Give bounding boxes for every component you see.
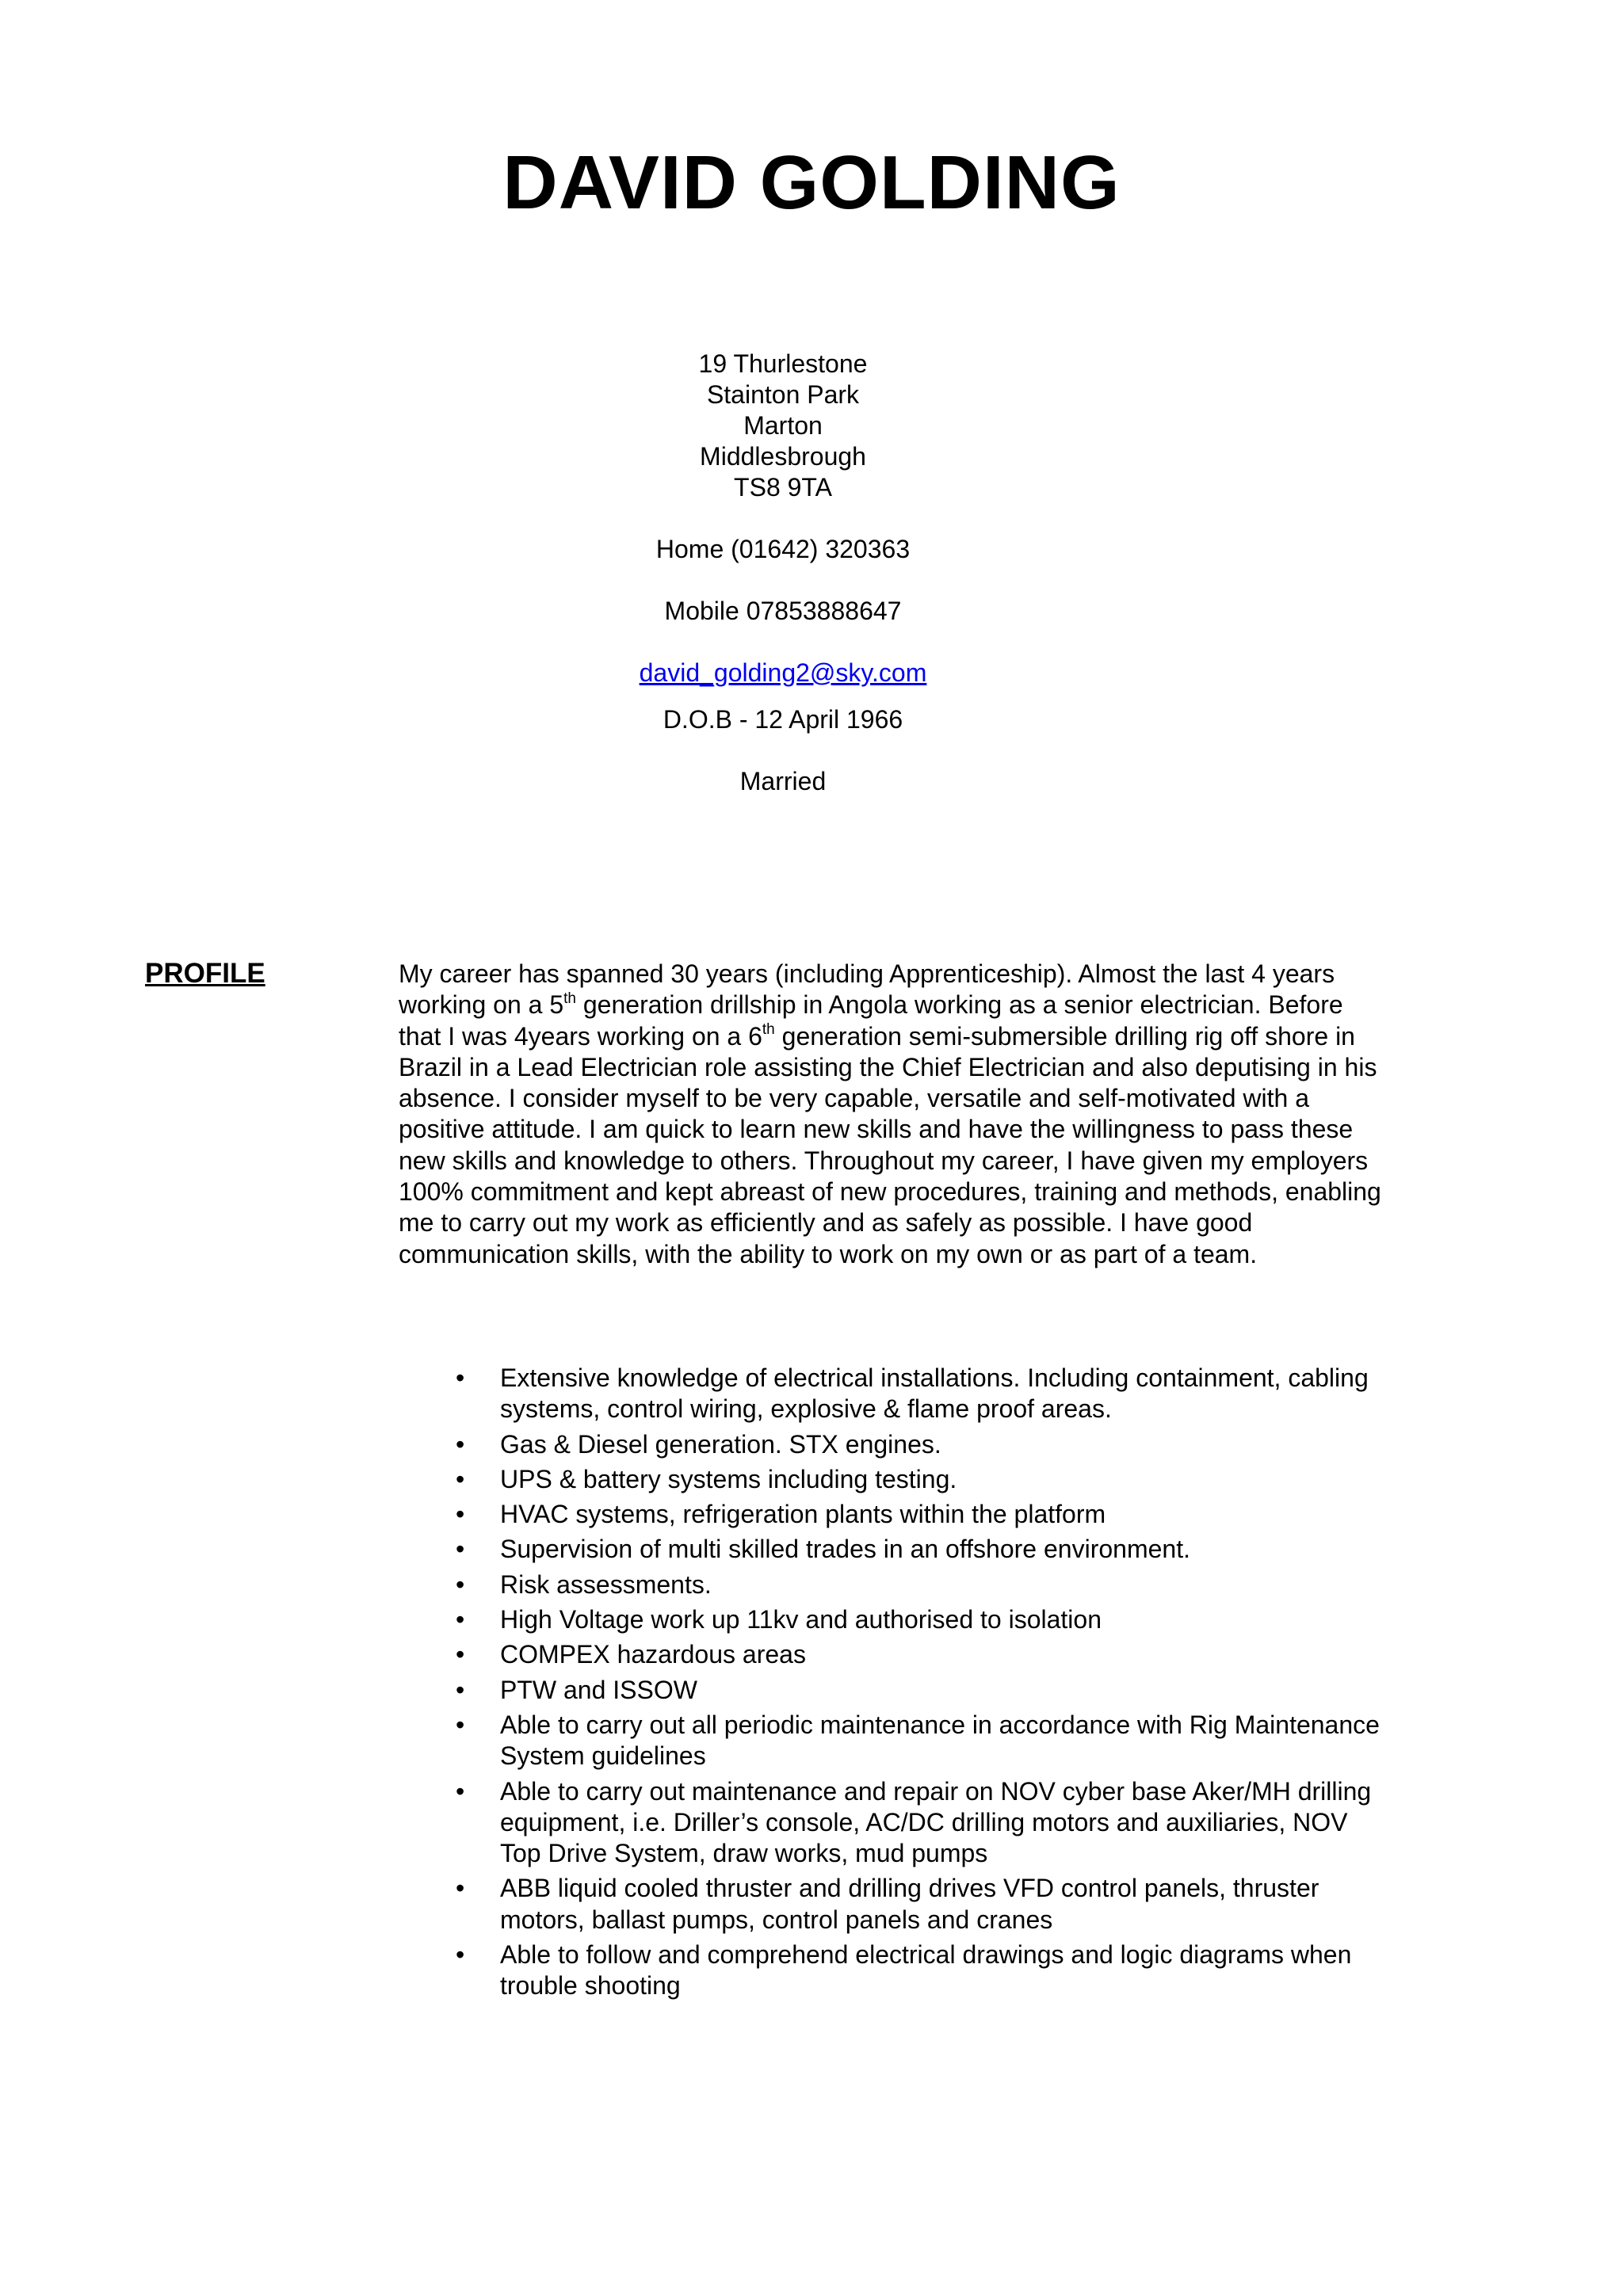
ordinal-suffix-1: th	[563, 990, 576, 1007]
email-link[interactable]: david_golding2@sky.com	[639, 658, 927, 687]
contact-block	[545, 349, 1021, 797]
bullet-icon: •	[456, 1535, 465, 1564]
skills-list	[399, 1363, 1389, 2006]
bullet-icon: •	[456, 1363, 465, 1392]
skill-item: • Able to carry out all periodic maintenance in accordance with Rig Maintenance System guidelines	[456, 1710, 1380, 1771]
address-line-2: Stainton Park	[706, 380, 860, 409]
skill-item: • Gas & Diesel generation. STX engines.	[399, 1429, 1389, 1460]
bullet-icon: •	[456, 1640, 465, 1669]
profile-paragraph	[399, 959, 1389, 1270]
skill-item: • PTW and ISSOW	[399, 1675, 1389, 1706]
mobile-phone: Mobile 07853888647	[664, 597, 902, 625]
address-line-1: 19 Thurlestone	[698, 349, 868, 378]
profile-heading: PROFILE	[145, 958, 265, 989]
bullet-icon: •	[456, 1874, 465, 1903]
address-line-3: Marton	[743, 411, 823, 440]
skill-item: • Extensive knowledge of electrical installations. Including containment, cabling systems, control wiring, explosive & flame proof areas.	[456, 1363, 1369, 1424]
profile-text-part-2: generation drillship in Angola working as a senior electrician. Before that I was 4years working on a 6	[399, 990, 1343, 1051]
profile-text-part-3: generation semi-submersible drilling rig off shore in Brazil in a Lead Electrician role assisting the Chief Electrician and also deputising in his absence. I consider myself to be very capable, versatile and self-motivated with a positive attitude. I am quick to learn new skills and have the willingness to pass these new skills and knowledge to others. Throughout my career, I have given my employers 100% commitment and kept abreast of new procedures, training and methods, enabling me to carry out my work as efficiently and as safely as possible. I have good communication skills, with the ability to work on my own or as part of a team.	[399, 1021, 1381, 1268]
home-phone: Home (01642) 320363	[655, 535, 911, 563]
skill-item: • COMPEX hazardous areas	[399, 1639, 1389, 1670]
skill-item: • Able to follow and comprehend electrical drawings and logic diagrams when trouble shooting	[456, 1940, 1352, 2000]
bullet-icon: •	[456, 1429, 465, 1459]
bullet-icon: •	[456, 1776, 465, 1806]
bullet-icon: •	[456, 1500, 465, 1529]
date-of-birth: D.O.B - 12 April 1966	[663, 705, 903, 734]
skill-item: • Risk assessments.	[399, 1569, 1389, 1600]
skill-item: • High Voltage work up 11kv and authorised to isolation	[399, 1604, 1389, 1635]
profile-text-part-1: My career has spanned 30 years (including Apprenticeship). Almost the last 4 years working on a 5	[399, 959, 1335, 1020]
bullet-icon: •	[456, 1605, 465, 1634]
bullet-icon: •	[456, 1675, 465, 1704]
skill-item: • ABB liquid cooled thruster and drilling drives VFD control panels, thruster motors, ballast pumps, control panels and cranes	[456, 1874, 1319, 1934]
address-postcode: TS8 9TA	[734, 473, 832, 502]
skill-item: • Supervision of multi skilled trades in an offshore environment.	[399, 1534, 1389, 1565]
ordinal-suffix-2: th	[762, 1020, 775, 1038]
bullet-icon: •	[456, 1569, 465, 1599]
marital-status: Married	[739, 767, 827, 795]
candidate-name: DAVID GOLDING	[502, 140, 1121, 225]
bullet-icon: •	[456, 1940, 465, 1970]
skill-item: • UPS & battery systems including testing.	[399, 1464, 1389, 1495]
address-line-4: Middlesbrough	[700, 442, 866, 471]
bullet-icon: •	[456, 1464, 465, 1493]
bullet-icon: •	[456, 1710, 465, 1739]
skill-item: • Able to carry out maintenance and repair on NOV cyber base Aker/MH drilling equipment, i.e. Driller’s console, AC/DC drilling motors and auxiliaries, NOV Top Drive System, draw works, mud pumps	[456, 1776, 1372, 1868]
skill-item: • HVAC systems, refrigeration plants within the platform	[399, 1499, 1389, 1530]
